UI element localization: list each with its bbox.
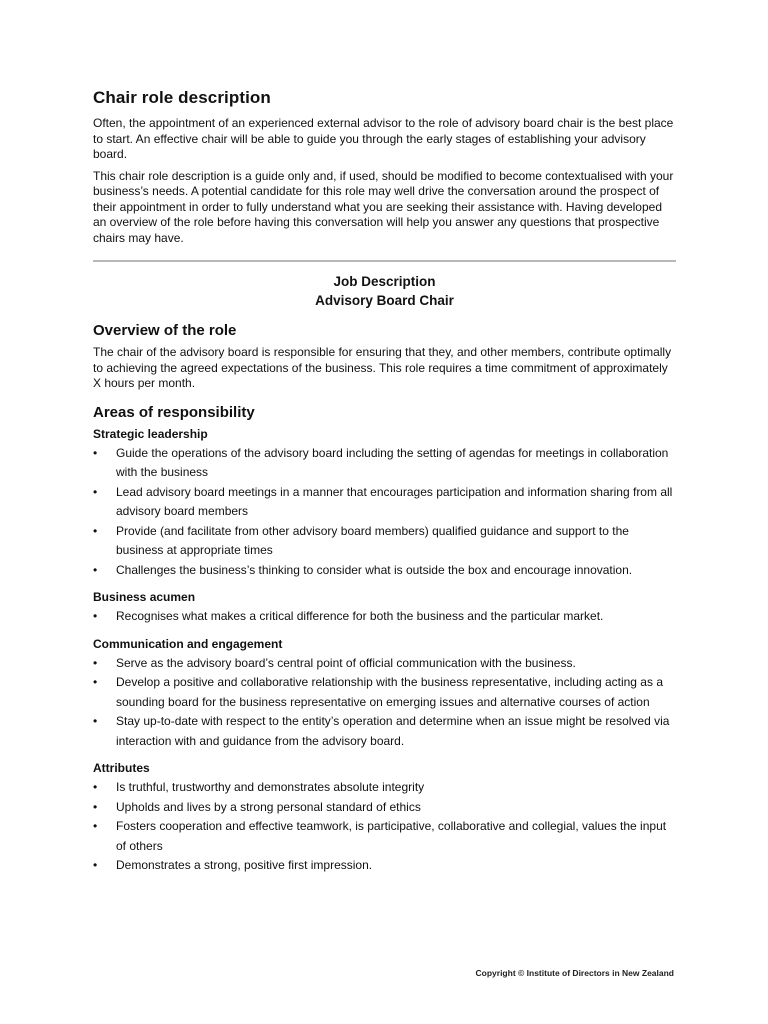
list-item bbox=[93, 483, 676, 522]
business-acumen-list bbox=[93, 607, 676, 627]
bullet-icon: • bbox=[93, 675, 98, 689]
job-description-heading: Job Description bbox=[333, 274, 436, 289]
bullet-icon: • bbox=[93, 445, 98, 460]
list-item-text: Lead advisory board meetings in a manner that encourages participation and information sharing from all advisory board members bbox=[116, 484, 673, 518]
list-item-text: Provide (and facilitate from other advisory board members) qualified guidance and support to the business at appropriate times bbox=[116, 523, 629, 557]
list-item-text: Guide the operations of the advisory board including the setting of agendas for meetings in collaboration with the business bbox=[116, 445, 669, 479]
list-item-text: Is truthful, trustworthy and demonstrates absolute integrity bbox=[116, 780, 425, 794]
responsibility-heading: Areas of responsibility bbox=[93, 403, 255, 421]
list-item bbox=[93, 712, 676, 751]
list-item-text: Recognises what makes a critical difference for both the business and the particular market. bbox=[116, 609, 604, 623]
group-title-attributes: Attributes bbox=[93, 761, 150, 775]
bullet-icon: • bbox=[93, 484, 98, 499]
section-divider bbox=[93, 260, 676, 262]
list-item bbox=[93, 607, 676, 627]
list-item bbox=[93, 444, 676, 483]
bullet-icon: • bbox=[93, 609, 98, 623]
job-title-heading: Advisory Board Chair bbox=[315, 293, 454, 308]
list-item-text: Upholds and lives by a strong personal standard of ethics bbox=[116, 799, 421, 814]
list-item-text: Demonstrates a strong, positive first impression. bbox=[116, 858, 373, 872]
copyright-footer: Copyright © Institute of Directors in New Zealand bbox=[475, 968, 674, 978]
overview-heading: Overview of the role bbox=[93, 322, 237, 339]
bullet-icon: • bbox=[93, 523, 98, 538]
document-page bbox=[93, 88, 676, 876]
strategic-leadership-list bbox=[93, 444, 676, 581]
list-item bbox=[93, 817, 676, 856]
overview-text: The chair of the advisory board is responsible for ensuring that they, and other members, contribute optimally to achieving the agreed expectations of the business. This role requires a time commitment of approximately X hours per month. bbox=[93, 345, 672, 390]
list-item-text: Stay up-to-date with respect to the entity’s operation and determine when an issue might be resolved via interaction with and guidance from the advisory board. bbox=[116, 714, 670, 748]
list-item-text: Fosters cooperation and effective teamwork, is participative, collaborative and collegial, values the input of others bbox=[116, 819, 667, 853]
list-item-text: Develop a positive and collaborative relationship with the business representative, including acting as a sounding board for the business representative on emerging issues and alternative courses of action bbox=[116, 675, 663, 709]
group-title-strategic-leadership: Strategic leadership bbox=[93, 426, 208, 441]
page-title: Chair role description bbox=[93, 88, 271, 107]
group-title-business-acumen: Business acumen bbox=[93, 590, 196, 604]
list-item-text: Challenges the business’s thinking to consider what is outside the box and encourage innovation. bbox=[116, 562, 633, 577]
list-item bbox=[93, 856, 676, 876]
list-item bbox=[93, 522, 676, 561]
bullet-icon: • bbox=[93, 655, 98, 670]
list-item bbox=[93, 778, 676, 798]
group-title-communication: Communication and engagement bbox=[93, 636, 283, 651]
bullet-icon: • bbox=[93, 799, 98, 814]
intro-paragraph-2: This chair role description is a guide only and, if used, should be modified to become contextualised with your business’s needs. A potential candidate for this role may well drive the conversation around the prospect of their appointment in order to fully understand what you are seeking their assistance with. Having developed an overview of the role before having this conversation will help you answer any questions that prospective chairs may have. bbox=[93, 168, 674, 245]
list-item bbox=[93, 561, 676, 581]
bullet-icon: • bbox=[93, 714, 98, 728]
intro-paragraph-1: Often, the appointment of an experienced external advisor to the role of advisory board chair is the best place to start. An effective chair will be able to guide you through the early stages of establishing your advisory board. bbox=[93, 116, 674, 161]
bullet-icon: • bbox=[93, 819, 98, 833]
bullet-icon: • bbox=[93, 858, 98, 872]
communication-list bbox=[93, 654, 676, 752]
list-item bbox=[93, 673, 676, 712]
bullet-icon: • bbox=[93, 562, 98, 577]
list-item-text: Serve as the advisory board’s central point of official communication with the business. bbox=[116, 655, 576, 670]
list-item bbox=[93, 654, 676, 674]
bullet-icon: • bbox=[93, 780, 98, 794]
attributes-list bbox=[93, 778, 676, 876]
list-item bbox=[93, 798, 676, 818]
